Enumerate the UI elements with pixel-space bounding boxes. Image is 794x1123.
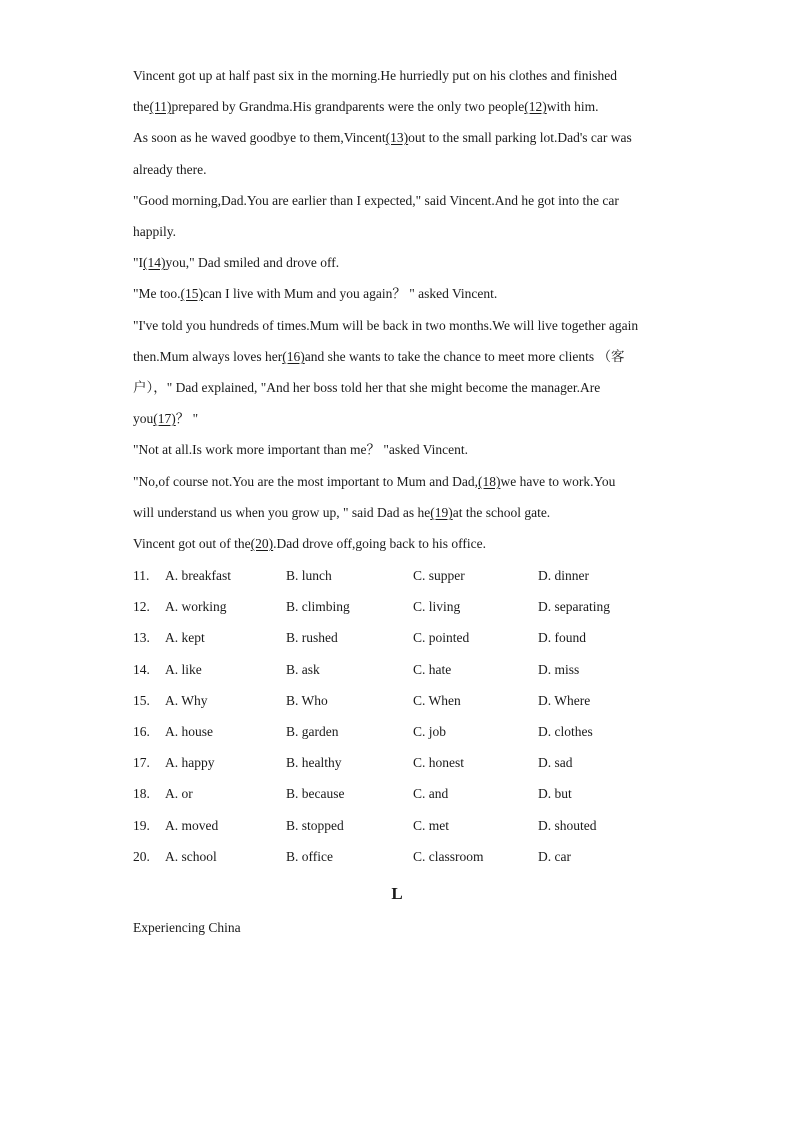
passage-text: then.Mum always loves her: [133, 349, 283, 364]
blank-marker: (15): [180, 286, 204, 301]
passage-line: [133, 130, 632, 146]
option-c: C. living: [413, 599, 461, 614]
passage-text: at the school gate.: [452, 505, 551, 520]
option-b: B. stopped: [286, 818, 344, 833]
option-d: D. dinner: [538, 568, 589, 583]
section-letter: L: [391, 884, 403, 903]
passage-text: "Not at all.Is work more important than me？ "asked Vincent.: [133, 442, 469, 457]
option-d: D. shouted: [538, 818, 597, 833]
passage-line: [133, 349, 625, 365]
passage-line: [133, 474, 615, 490]
option-b: B. office: [286, 849, 333, 864]
passage-text: 户），" Dad explained, "And her boss told her that she might become the manager.Are: [133, 380, 601, 395]
passage-text: with him.: [546, 99, 599, 114]
passage-text: "Me too.: [133, 286, 181, 301]
passage-text: we have to work.You: [500, 474, 616, 489]
option-b: B. climbing: [286, 599, 350, 614]
blank-marker: (18): [477, 474, 501, 489]
option-c: C. and: [413, 786, 449, 801]
passage-line: [133, 193, 619, 209]
blank-marker: (13): [385, 130, 409, 145]
blank-marker: (12): [524, 99, 547, 114]
passage-text: prepared by Grandma.His grandparents were the only two people: [171, 99, 525, 114]
option-b: B. Who: [286, 693, 328, 708]
blank-marker: (11): [149, 99, 172, 114]
option-d: D. clothes: [538, 724, 593, 739]
option-d: D. miss: [538, 662, 580, 677]
blank-marker: (20): [250, 536, 274, 551]
option-b: B. healthy: [286, 755, 342, 770]
question-number: 14.: [133, 662, 150, 677]
passage-line: [133, 380, 600, 396]
option-d: D. separating: [538, 599, 610, 614]
passage-text: you," Dad smiled and drove off.: [165, 255, 340, 270]
option-a: A. moved: [165, 818, 219, 833]
question-number: 17.: [133, 755, 150, 770]
option-a: A. school: [165, 849, 217, 864]
passage-line: [133, 68, 617, 84]
option-b: B. rushed: [286, 630, 338, 645]
passage-text: the: [133, 99, 150, 114]
passage-line: [133, 411, 198, 427]
blank-marker: (14): [143, 255, 166, 270]
passage-text: out to the small parking lot.Dad's car was: [408, 130, 632, 145]
passage-text: you: [133, 411, 154, 426]
question-number: 16.: [133, 724, 150, 739]
blank-marker: (17): [153, 411, 176, 426]
question-number: 20.: [133, 849, 150, 864]
option-a: A. working: [165, 599, 227, 614]
option-c: C. pointed: [413, 630, 470, 645]
passage-line: [133, 224, 176, 240]
option-a: A. Why: [165, 693, 208, 708]
option-d: D. car: [538, 849, 571, 864]
option-a: A. breakfast: [165, 568, 231, 583]
passage-text: As soon as he waved goodbye to them,Vincent: [133, 130, 386, 145]
option-c: C. When: [413, 693, 461, 708]
option-a: A. kept: [165, 630, 205, 645]
passage-text: .Dad drove off,going back to his office.: [273, 536, 486, 551]
passage-line: [133, 318, 638, 334]
question-number: 15.: [133, 693, 150, 708]
option-d: D. sad: [538, 755, 573, 770]
option-d: D. Where: [538, 693, 591, 708]
question-number: 13.: [133, 630, 150, 645]
blank-marker: (19): [430, 505, 453, 520]
passage-text: "No,of course not.You are the most important to Mum and Dad,: [133, 474, 478, 489]
passage-line: [133, 505, 550, 521]
option-b: B. lunch: [286, 568, 332, 583]
next-passage-title: Experiencing China: [133, 920, 241, 935]
blank-marker: (16): [282, 349, 305, 364]
question-number: 11.: [133, 568, 150, 583]
option-d: D. but: [538, 786, 572, 801]
passage-line: [133, 255, 339, 271]
option-c: C. met: [413, 818, 449, 833]
option-c: C. job: [413, 724, 447, 739]
passage-text: "I: [133, 255, 144, 270]
passage-text: and she wants to take the chance to meet more clients （客: [304, 349, 625, 364]
option-c: C. supper: [413, 568, 465, 583]
option-b: B. ask: [286, 662, 320, 677]
option-c: C. hate: [413, 662, 452, 677]
passage-text: will understand us when you grow up, " said Dad as he: [133, 505, 431, 520]
passage-text: Vincent got up at half past six in the morning.He hurriedly put on his clothes and finished: [133, 68, 617, 83]
passage-text: "I've told you hundreds of times.Mum will be back in two months.We will live together again: [133, 318, 639, 333]
option-b: B. because: [286, 786, 345, 801]
question-number: 12.: [133, 599, 150, 614]
option-b: B. garden: [286, 724, 339, 739]
option-c: C. honest: [413, 755, 465, 770]
passage-text: can I live with Mum and you again？ " asked Vincent.: [203, 286, 498, 301]
option-a: A. house: [165, 724, 213, 739]
passage-text: ？ ": [175, 411, 199, 426]
passage-line: [133, 536, 486, 552]
question-number: 18.: [133, 786, 150, 801]
passage-line: [133, 99, 599, 115]
passage-text: happily.: [133, 224, 176, 239]
passage-line: [133, 442, 468, 458]
option-d: D. found: [538, 630, 586, 645]
question-number: 19.: [133, 818, 150, 833]
passage-line: [133, 162, 206, 178]
option-a: A. happy: [165, 755, 215, 770]
passage-line: [133, 286, 497, 302]
option-c: C. classroom: [413, 849, 484, 864]
passage-text: already there.: [133, 162, 207, 177]
passage-text: "Good morning,Dad.You are earlier than I expected," said Vincent.And he got into the car: [133, 193, 619, 208]
option-a: A. or: [165, 786, 193, 801]
passage-text: Vincent got out of the: [133, 536, 251, 551]
option-a: A. like: [165, 662, 202, 677]
